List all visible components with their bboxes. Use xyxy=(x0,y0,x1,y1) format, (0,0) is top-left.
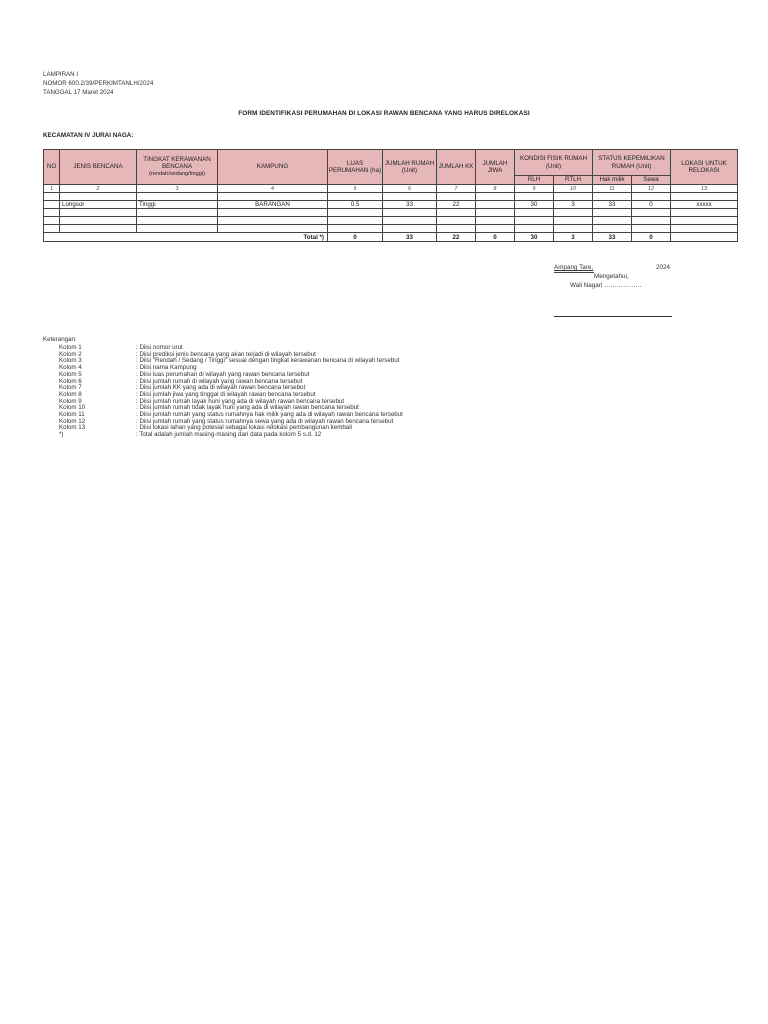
table-cell xyxy=(515,225,554,233)
table-row xyxy=(44,225,738,233)
header-no: NO xyxy=(44,150,60,185)
note-key: Kolom 11 xyxy=(59,411,85,418)
table-cell xyxy=(44,193,60,201)
column-number: 5 xyxy=(328,185,383,193)
note-description: : Diisi nomor urut xyxy=(136,344,183,351)
table-cell xyxy=(671,209,738,217)
document-header xyxy=(43,70,153,97)
table-cell xyxy=(632,217,671,225)
header-jumlah-jiwa: JUMLAH JIWA xyxy=(476,150,515,185)
note-key: Kolom 1 xyxy=(59,344,82,351)
note-key: Kolom 2 xyxy=(59,350,82,358)
table-cell: Longsor xyxy=(60,201,137,209)
table-cell xyxy=(383,225,437,233)
signature-place-underline xyxy=(554,272,594,273)
header-kondisi-fisik: KONDISI FISIK RUMAH (Unit) xyxy=(515,150,593,176)
column-number: 7 xyxy=(437,185,476,193)
header-sewa: Sewa xyxy=(632,176,671,185)
note-description: : Diisi jumlah rumah layak huni yang ada di wilayah rawan bencana tersebut xyxy=(136,397,345,405)
total-label: Total *) xyxy=(44,233,328,242)
note-key: Kolom 6 xyxy=(59,377,82,385)
total-cell: 0 xyxy=(328,233,383,242)
note-key: Kolom 4 xyxy=(59,364,82,372)
table-cell xyxy=(328,193,383,201)
table-cell xyxy=(671,225,738,233)
table-cell xyxy=(44,217,60,225)
signature-year: 2024 xyxy=(656,264,671,271)
note-key: Kolom 10 xyxy=(59,404,86,412)
table-cell xyxy=(671,193,738,201)
note-key: *) xyxy=(59,431,64,439)
table-cell: BARANGAN xyxy=(218,201,328,209)
note-description: : Diisi jumlah rumah yang status rumahnya sewa yang ada di wilayah rawan bencana tersebut xyxy=(136,417,394,425)
table-cell xyxy=(476,225,515,233)
header-jumlah-kk: JUMLAH KK xyxy=(437,150,476,185)
table-cell xyxy=(383,193,437,201)
table-cell xyxy=(593,217,632,225)
table-cell xyxy=(328,209,383,217)
table-cell xyxy=(383,217,437,225)
table-cell xyxy=(632,193,671,201)
column-number-row xyxy=(44,185,738,193)
table-cell xyxy=(137,217,218,225)
header-rtlh: RTLH xyxy=(554,176,593,185)
header-lokasi-relokasi: LOKASI UNTUK RELOKASI xyxy=(671,150,738,185)
header-jumlah-rumah: JUMLAH RUMAH (Unit) xyxy=(383,150,437,185)
column-number: 6 xyxy=(383,185,437,193)
table-cell xyxy=(60,225,137,233)
total-cell xyxy=(671,233,738,242)
note-description: : Diisi jumlah KK yang ada di wilayah rawan bencana tersebut xyxy=(136,384,306,392)
column-number: 4 xyxy=(218,185,328,193)
note-key: Kolom 9 xyxy=(59,397,82,405)
signature-official: Wali Nagari ……………… xyxy=(570,282,642,289)
header-status-kepemilikan: STATUS KEPEMILIKAN RUMAH (Unit) xyxy=(593,150,671,176)
note-description: : Diisi nama Kampung xyxy=(136,364,197,372)
document-title: FORM IDENTIFIKASI PERUMAHAN DI LOKASI RAWAN BENCANA YANG HARUS DIRELOKASI xyxy=(238,110,530,117)
table-cell xyxy=(60,209,137,217)
column-number: 12 xyxy=(632,185,671,193)
column-number: 3 xyxy=(137,185,218,193)
table-header-row xyxy=(44,150,738,176)
table-cell xyxy=(44,225,60,233)
table-cell xyxy=(60,193,137,201)
table-cell xyxy=(383,209,437,217)
note-key: Kolom 5 xyxy=(59,370,82,378)
table-cell xyxy=(218,193,328,201)
column-number: 2 xyxy=(60,185,137,193)
table-cell xyxy=(632,225,671,233)
note-key: Kolom 7 xyxy=(59,384,82,392)
table-cell xyxy=(218,225,328,233)
signature-place: Ampang Tare, xyxy=(554,264,594,271)
note-description: : Diisi jumlah jiwa yang tinggal di wilayah rawan bencana tersebut xyxy=(136,390,316,398)
table-cell xyxy=(593,209,632,217)
identification-table xyxy=(43,149,738,242)
signature-line xyxy=(554,316,672,317)
table-cell: xxxxx xyxy=(671,201,738,209)
header-hak-milik: Hak milik xyxy=(593,176,632,185)
table-cell xyxy=(437,217,476,225)
table-cell xyxy=(218,209,328,217)
table-cell: 33 xyxy=(383,201,437,209)
table-cell xyxy=(515,209,554,217)
table-cell xyxy=(554,225,593,233)
table-cell xyxy=(437,225,476,233)
table-cell xyxy=(632,209,671,217)
note-description: : Diisi "Rendah / Sedang / Tinggi" sesuai dengan tingkat kerawanan bencana di wilayah tersebut xyxy=(136,357,400,365)
table-row xyxy=(44,201,738,209)
total-cell: 30 xyxy=(515,233,554,242)
table-row xyxy=(44,217,738,225)
table-cell xyxy=(593,225,632,233)
note-key: Kolom 3 xyxy=(59,357,82,365)
column-number: 13 xyxy=(671,185,738,193)
table-cell: 22 xyxy=(437,201,476,209)
table-cell xyxy=(437,209,476,217)
table-cell: 30 xyxy=(515,201,554,209)
table-cell xyxy=(218,217,328,225)
table-cell xyxy=(515,193,554,201)
district-subtitle: KECAMATAN IV JURAI NAGA: xyxy=(43,132,134,139)
header-tingkat-kerawanan xyxy=(137,150,218,185)
note-description: : Diisi lokasi lahan yang potesial sebagai lokasi relokasi pembangunan kembali xyxy=(136,424,353,432)
header-line-tanggal: TANGGAL 17 Maret 2024 xyxy=(43,89,114,96)
header-luas-perumahan: LUAS PERUMAHAN (ha) xyxy=(328,150,383,185)
note-description: : Diisi jumlah rumah tidak layak huni yang ada di wilayah rawan bencana tersebut xyxy=(136,404,359,412)
table-cell xyxy=(476,193,515,201)
column-number: 1 xyxy=(44,185,60,193)
table-row xyxy=(44,193,738,201)
total-cell: 0 xyxy=(632,233,671,242)
table-cell xyxy=(44,201,60,209)
table-cell xyxy=(476,209,515,217)
table-cell: 0 xyxy=(632,201,671,209)
column-number: 9 xyxy=(515,185,554,193)
note-key: Kolom 13 xyxy=(59,424,86,432)
header-line-lampiran: LAMPIRAN I xyxy=(43,71,79,78)
header-line-nomor: NOMOR 600.2/39/PERKIMTANLH/2024 xyxy=(43,80,154,87)
table-body xyxy=(44,193,738,233)
table-cell xyxy=(328,217,383,225)
note-description: : Diisi luas perumahan di wilayah yang rawan bencana tersebut xyxy=(136,370,310,378)
table-cell xyxy=(476,217,515,225)
table-cell xyxy=(554,193,593,201)
table-cell xyxy=(137,193,218,201)
header-tingkat-kerawanan-sub: (rendah/sedang/tinggi) xyxy=(149,170,205,177)
table-cell xyxy=(137,225,218,233)
note-key: Kolom 12 xyxy=(59,417,86,425)
table-cell xyxy=(328,225,383,233)
table-cell xyxy=(60,217,137,225)
header-jenis-bencana: JENIS BENCANA xyxy=(60,150,137,185)
table-cell xyxy=(554,217,593,225)
table-row xyxy=(44,209,738,217)
signature-acknowledged: Mengetahui, xyxy=(594,273,629,280)
table-total-row xyxy=(44,233,738,242)
note-key: Kolom 8 xyxy=(59,390,82,398)
table-cell xyxy=(44,209,60,217)
note-description: : Diisi jumlah rumah di wilayah yang rawan bencana tersebut xyxy=(136,377,303,385)
table-cell: 3 xyxy=(554,201,593,209)
table-cell xyxy=(137,209,218,217)
header-tingkat-kerawanan-label: TINGKAT KERAWANAN BENCANA xyxy=(143,155,211,171)
table-cell: 33 xyxy=(593,201,632,209)
note-description: : Total adalah jumlah masing-masing dari data pada kolom 5 s.d. 12 xyxy=(136,431,322,439)
table-cell xyxy=(476,201,515,209)
column-number: 11 xyxy=(593,185,632,193)
header-kampung: KAMPUNG xyxy=(218,150,328,185)
note-description: : Diisi prediksi jenis bencana yang akan terjadi di wilayah tersebut xyxy=(136,350,316,358)
total-cell: 33 xyxy=(593,233,632,242)
note-description: : Diisi jumlah rumah yang status rumahnya hak milik yang ada di wilayah rawan bencana tersebut xyxy=(136,411,403,418)
column-number: 8 xyxy=(476,185,515,193)
table-cell xyxy=(515,217,554,225)
table-cell xyxy=(593,193,632,201)
total-cell: 0 xyxy=(476,233,515,242)
header-rlh: RLH xyxy=(515,176,554,185)
column-number: 10 xyxy=(554,185,593,193)
table-cell xyxy=(671,217,738,225)
total-cell: 3 xyxy=(554,233,593,242)
total-cell: 33 xyxy=(383,233,437,242)
total-cell: 22 xyxy=(437,233,476,242)
table-cell: 0.5 xyxy=(328,201,383,209)
notes-heading: Keterangan: xyxy=(43,336,77,343)
table-cell xyxy=(554,209,593,217)
table-cell xyxy=(437,193,476,201)
table-cell: Tinggi xyxy=(137,201,218,209)
